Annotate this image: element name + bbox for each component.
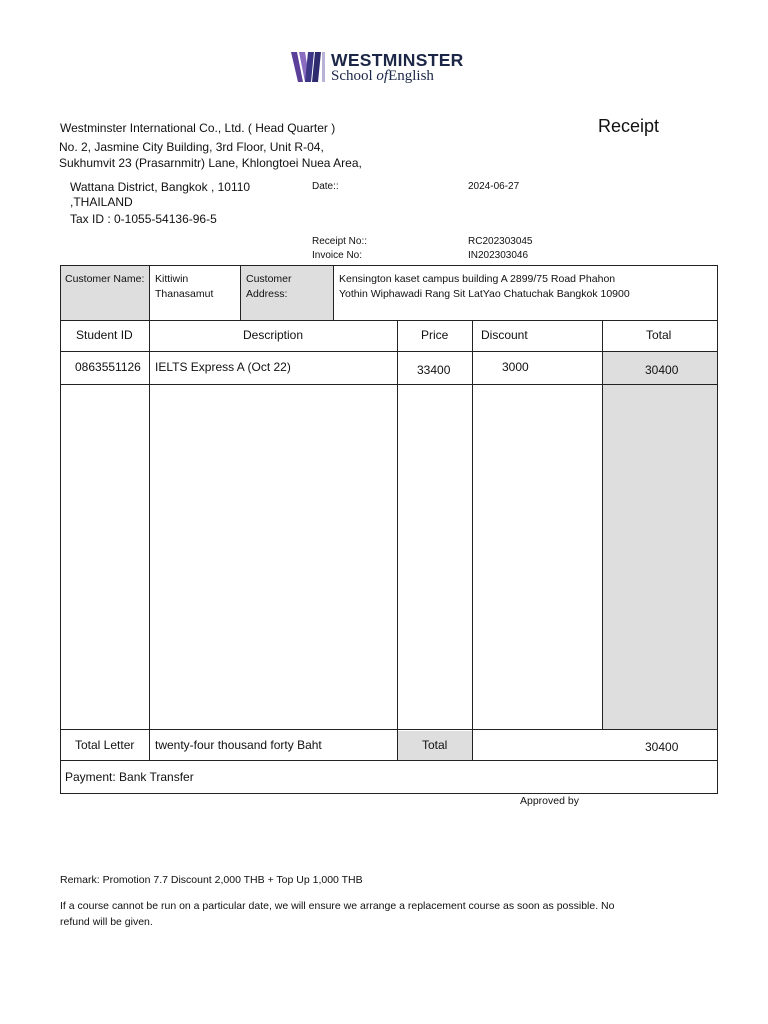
company-address-line-1: No. 2, Jasmine City Building, 3rd Floor, Unit R-04, xyxy=(59,140,324,154)
invoice-no-value: IN202303046 xyxy=(468,250,529,261)
row-total: 30400 xyxy=(645,363,679,377)
row-price: 33400 xyxy=(417,363,451,377)
payment-method: Payment: Bank Transfer xyxy=(65,770,194,784)
remark-promotion: Remark: Promotion 7.7 Discount 2,000 THB + Top Up 1,000 THB xyxy=(60,874,363,886)
total-letter-value: twenty-four thousand forty Baht xyxy=(155,738,322,752)
customer-address-line-1: Kensington kaset campus building A 2899/75 Road Phahon xyxy=(339,273,616,285)
total-letter-label: Total Letter xyxy=(75,738,135,752)
company-tax-id: Tax ID : 0-1055-54136-96-5 xyxy=(70,212,217,226)
row-description: IELTS Express A (Oct 22) xyxy=(155,360,291,374)
logo-name: WESTMINSTER xyxy=(331,50,464,70)
customer-name-line-1: Kittiwin xyxy=(155,273,189,285)
header-description: Description xyxy=(243,328,304,342)
company-address-line-2: Sukhumvit 23 (Prasarnmitr) Lane, Khlongtoei Nuea Area, xyxy=(59,156,362,170)
total-column-bg xyxy=(603,352,717,729)
document-title: Receipt xyxy=(598,116,660,136)
header-price: Price xyxy=(421,328,449,342)
company-name: Westminster International Co., Ltd. ( Head Quarter ) xyxy=(60,121,336,135)
customer-name-label: Customer Name: xyxy=(65,273,145,285)
receipt-no-value: RC202303045 xyxy=(468,236,533,247)
header-discount: Discount xyxy=(481,328,528,342)
total-label: Total xyxy=(422,738,448,752)
row-discount: 3000 xyxy=(502,360,529,374)
receipt-no-label: Receipt No:: xyxy=(312,236,368,247)
customer-name-line-2: Thanasamut xyxy=(155,288,214,300)
company-address-line-3: Wattana District, Bangkok , 10110 xyxy=(70,180,251,194)
customer-address-label-1: Customer xyxy=(246,273,292,285)
date-label: Date:: xyxy=(312,181,339,192)
row-student-id: 0863551126 xyxy=(75,360,141,374)
westminster-logo-icon xyxy=(291,52,325,82)
header-total: Total xyxy=(646,328,672,342)
header-student-id: Student ID xyxy=(76,328,133,342)
remark-policy-line-2: refund will be given. xyxy=(60,916,153,928)
customer-address-label-2: Address: xyxy=(246,288,288,300)
company-address-line-4: ,THAILAND xyxy=(70,195,133,209)
total-value: 30400 xyxy=(645,740,679,754)
logo-subtitle: School ofEnglish xyxy=(331,68,434,84)
invoice-no-label: Invoice No: xyxy=(312,250,363,261)
brand-logo xyxy=(291,50,481,86)
remark-policy-line-1: If a course cannot be run on a particular date, we will ensure we arrange a replacement course as soon as possible. No xyxy=(60,900,615,912)
approved-by-label: Approved by xyxy=(520,795,579,807)
date-value: 2024-06-27 xyxy=(468,181,520,192)
customer-address-line-2: Yothin Wiphawadi Rang Sit LatYao Chatuchak Bangkok 10900 xyxy=(339,288,630,300)
